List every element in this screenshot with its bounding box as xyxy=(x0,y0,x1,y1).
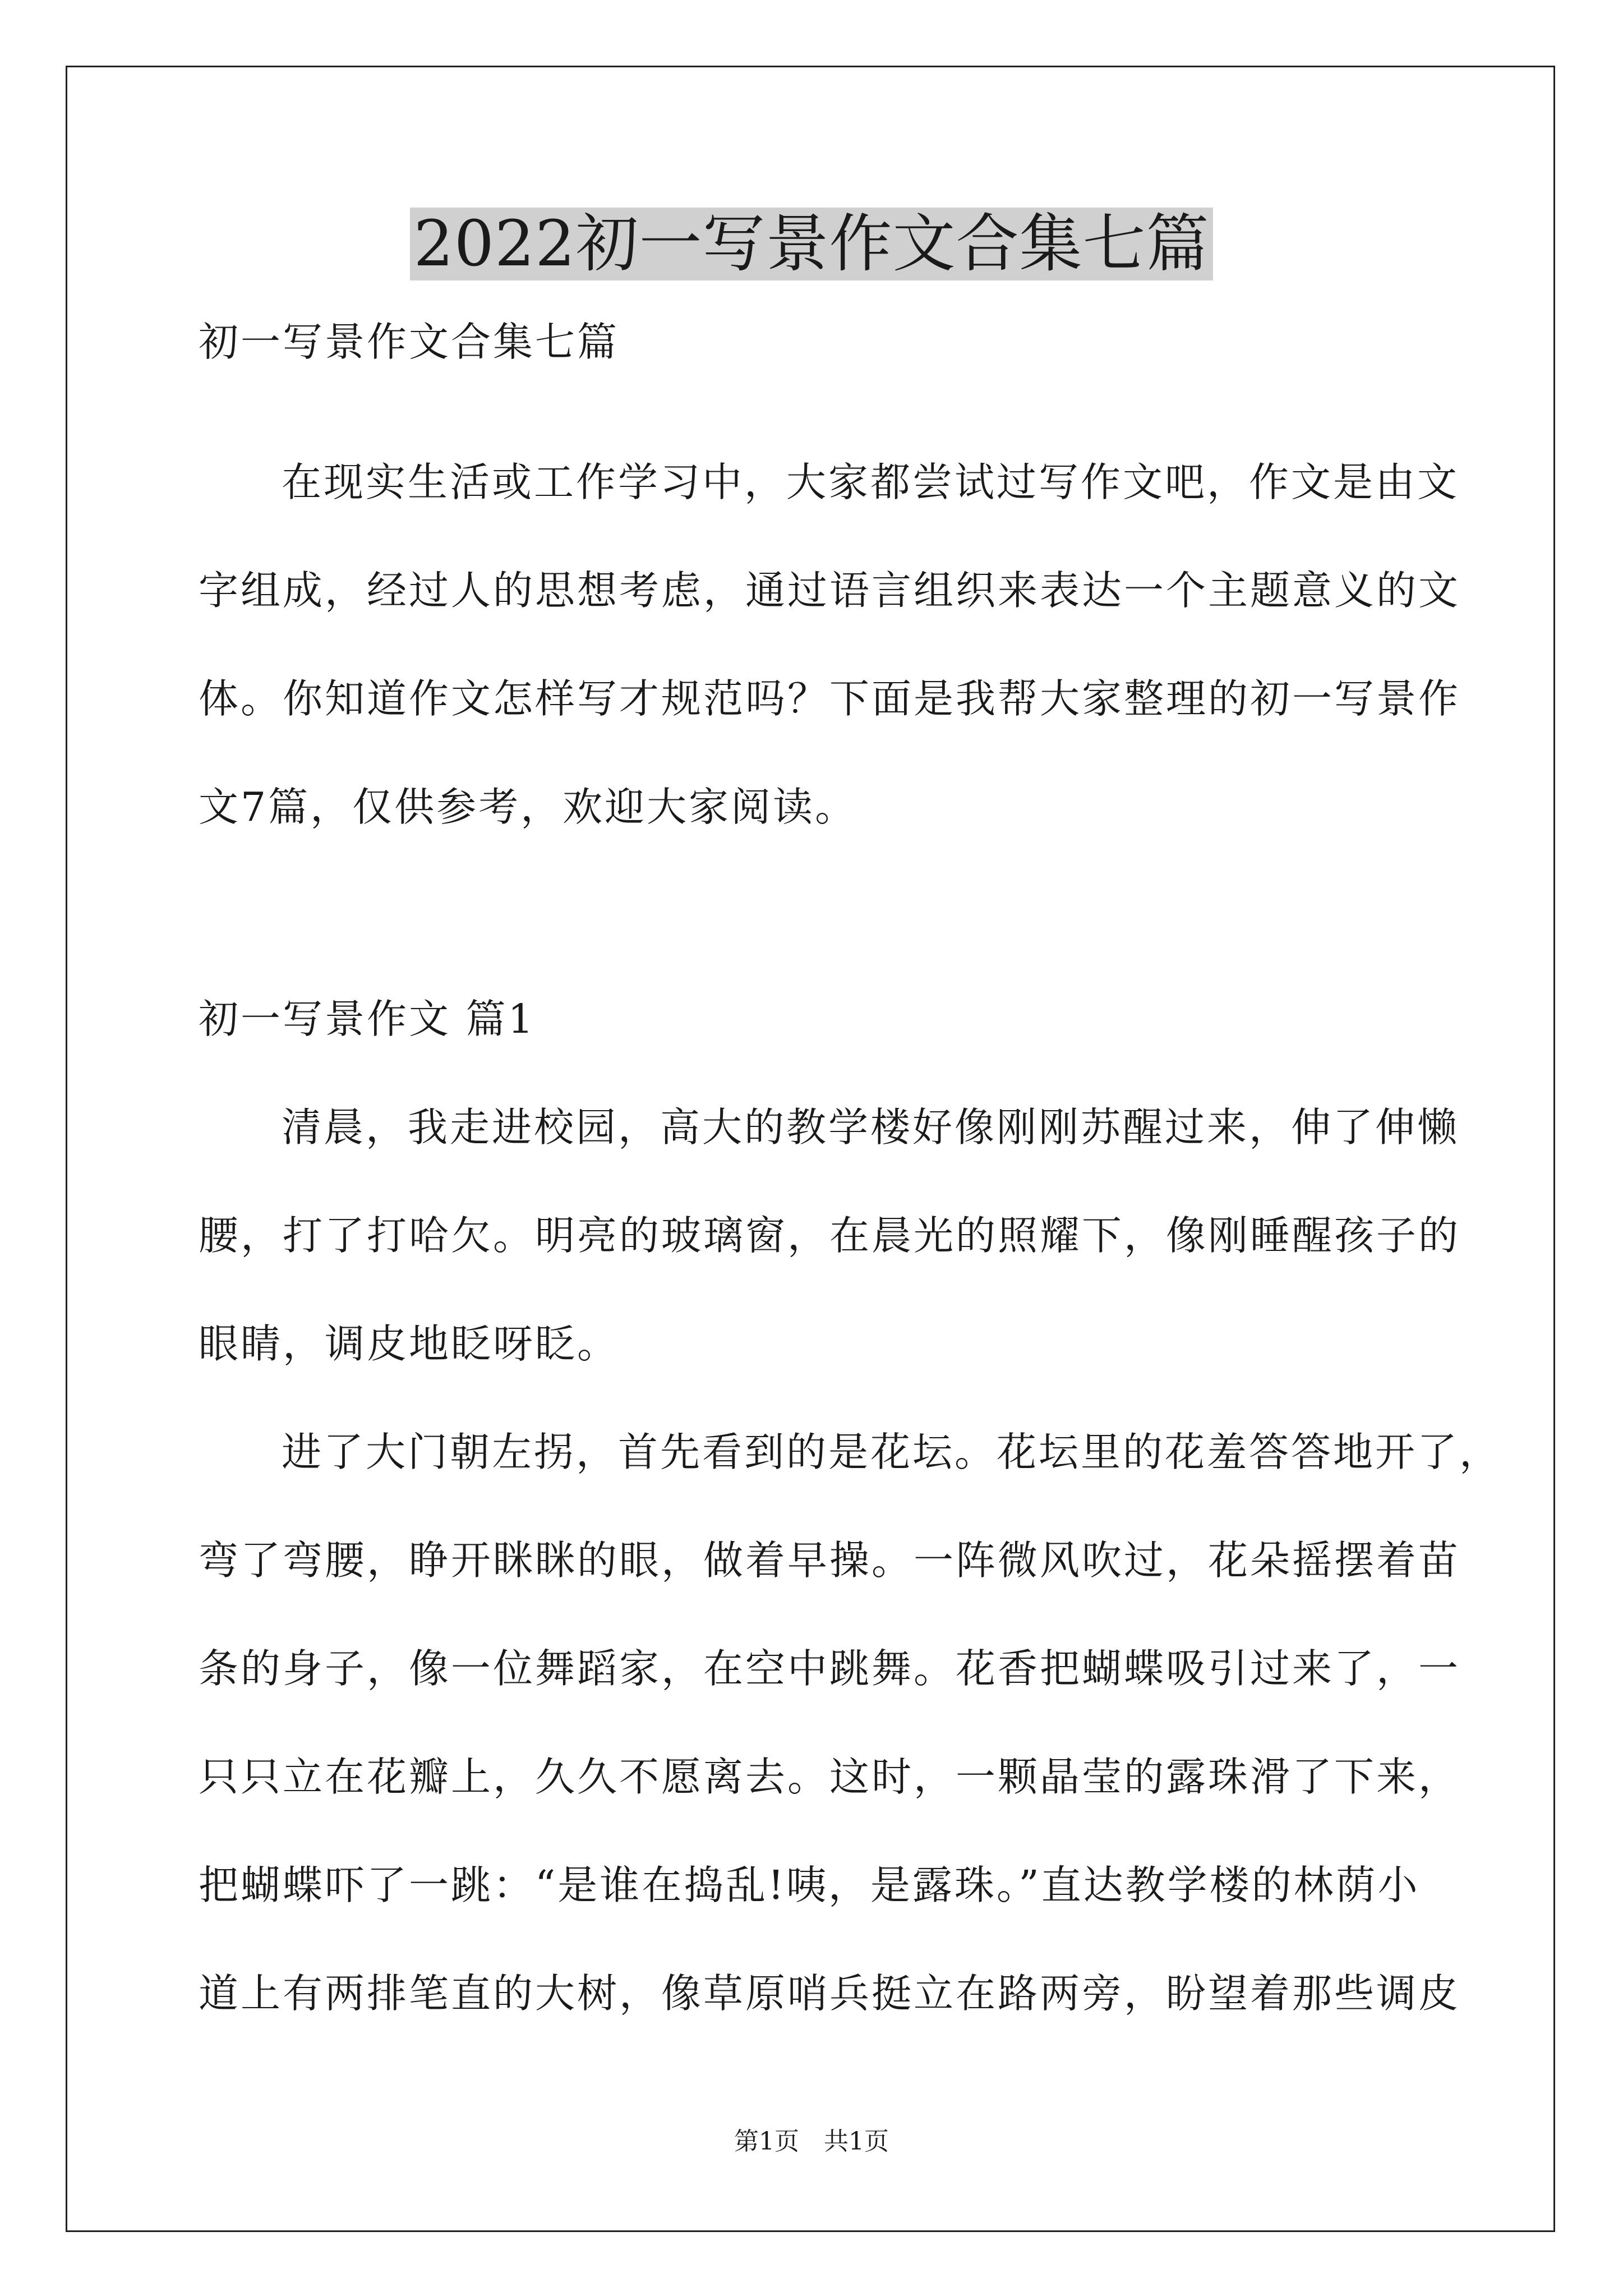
document-title-text: 2022初一写景作文合集七篇 xyxy=(410,208,1212,280)
section-heading: 初一写景作文 篇1 xyxy=(199,996,536,1042)
paragraph-line: 清晨，我走进校园，高大的教学楼好像刚刚苏醒过来，伸了伸懒 xyxy=(282,1104,1460,1151)
paragraph-line: 眼睛，调皮地眨呀眨。 xyxy=(199,1320,620,1367)
paragraph-line: 道上有两排笔直的大树，像草原哨兵挺立在路两旁，盼望着那些调皮 xyxy=(199,1970,1461,2017)
paragraph-line: 把蝴蝶吓了一跳：“是谁在捣乱!咦，是露珠。”直达教学楼的林荫小 xyxy=(199,1862,1420,1908)
paragraph-line: 只只立在花瓣上，久久不愿离去。这时，一颗晶莹的露珠滑了下来， xyxy=(199,1754,1461,1800)
document-title xyxy=(0,205,1623,283)
paragraph-line: 弯了弯腰，睁开眯眯的眼，做着早操。一阵微风吹过，花朵摇摆着苗 xyxy=(199,1537,1461,1584)
intro-line: 字组成，经过人的思想考虑，通过语言组织来表达一个主题意义的文 xyxy=(199,567,1461,614)
intro-line: 体。你知道作文怎样写才规范吗？下面是我帮大家整理的初一写景作 xyxy=(199,675,1461,722)
intro-line: 在现实生活或工作学习中，大家都尝试过写作文吧，作文是由文 xyxy=(282,459,1460,505)
paragraph-line: 腰，打了打哈欠。明亮的玻璃窗，在晨光的照耀下，像刚睡醒孩子的 xyxy=(199,1212,1461,1259)
subtitle: 初一写景作文合集七篇 xyxy=(199,319,620,365)
page-footer: 第1页 共1页 xyxy=(734,2127,889,2156)
intro-line: 文7篇，仅供参考，欢迎大家阅读。 xyxy=(199,784,857,830)
paragraph-line: 条的身子，像一位舞蹈家，在空中跳舞。花香把蝴蝶吸引过来了，一 xyxy=(199,1645,1461,1692)
paragraph-line: 进了大门朝左拐，首先看到的是花坛。花坛里的花羞答答地开了， xyxy=(282,1429,1502,1475)
